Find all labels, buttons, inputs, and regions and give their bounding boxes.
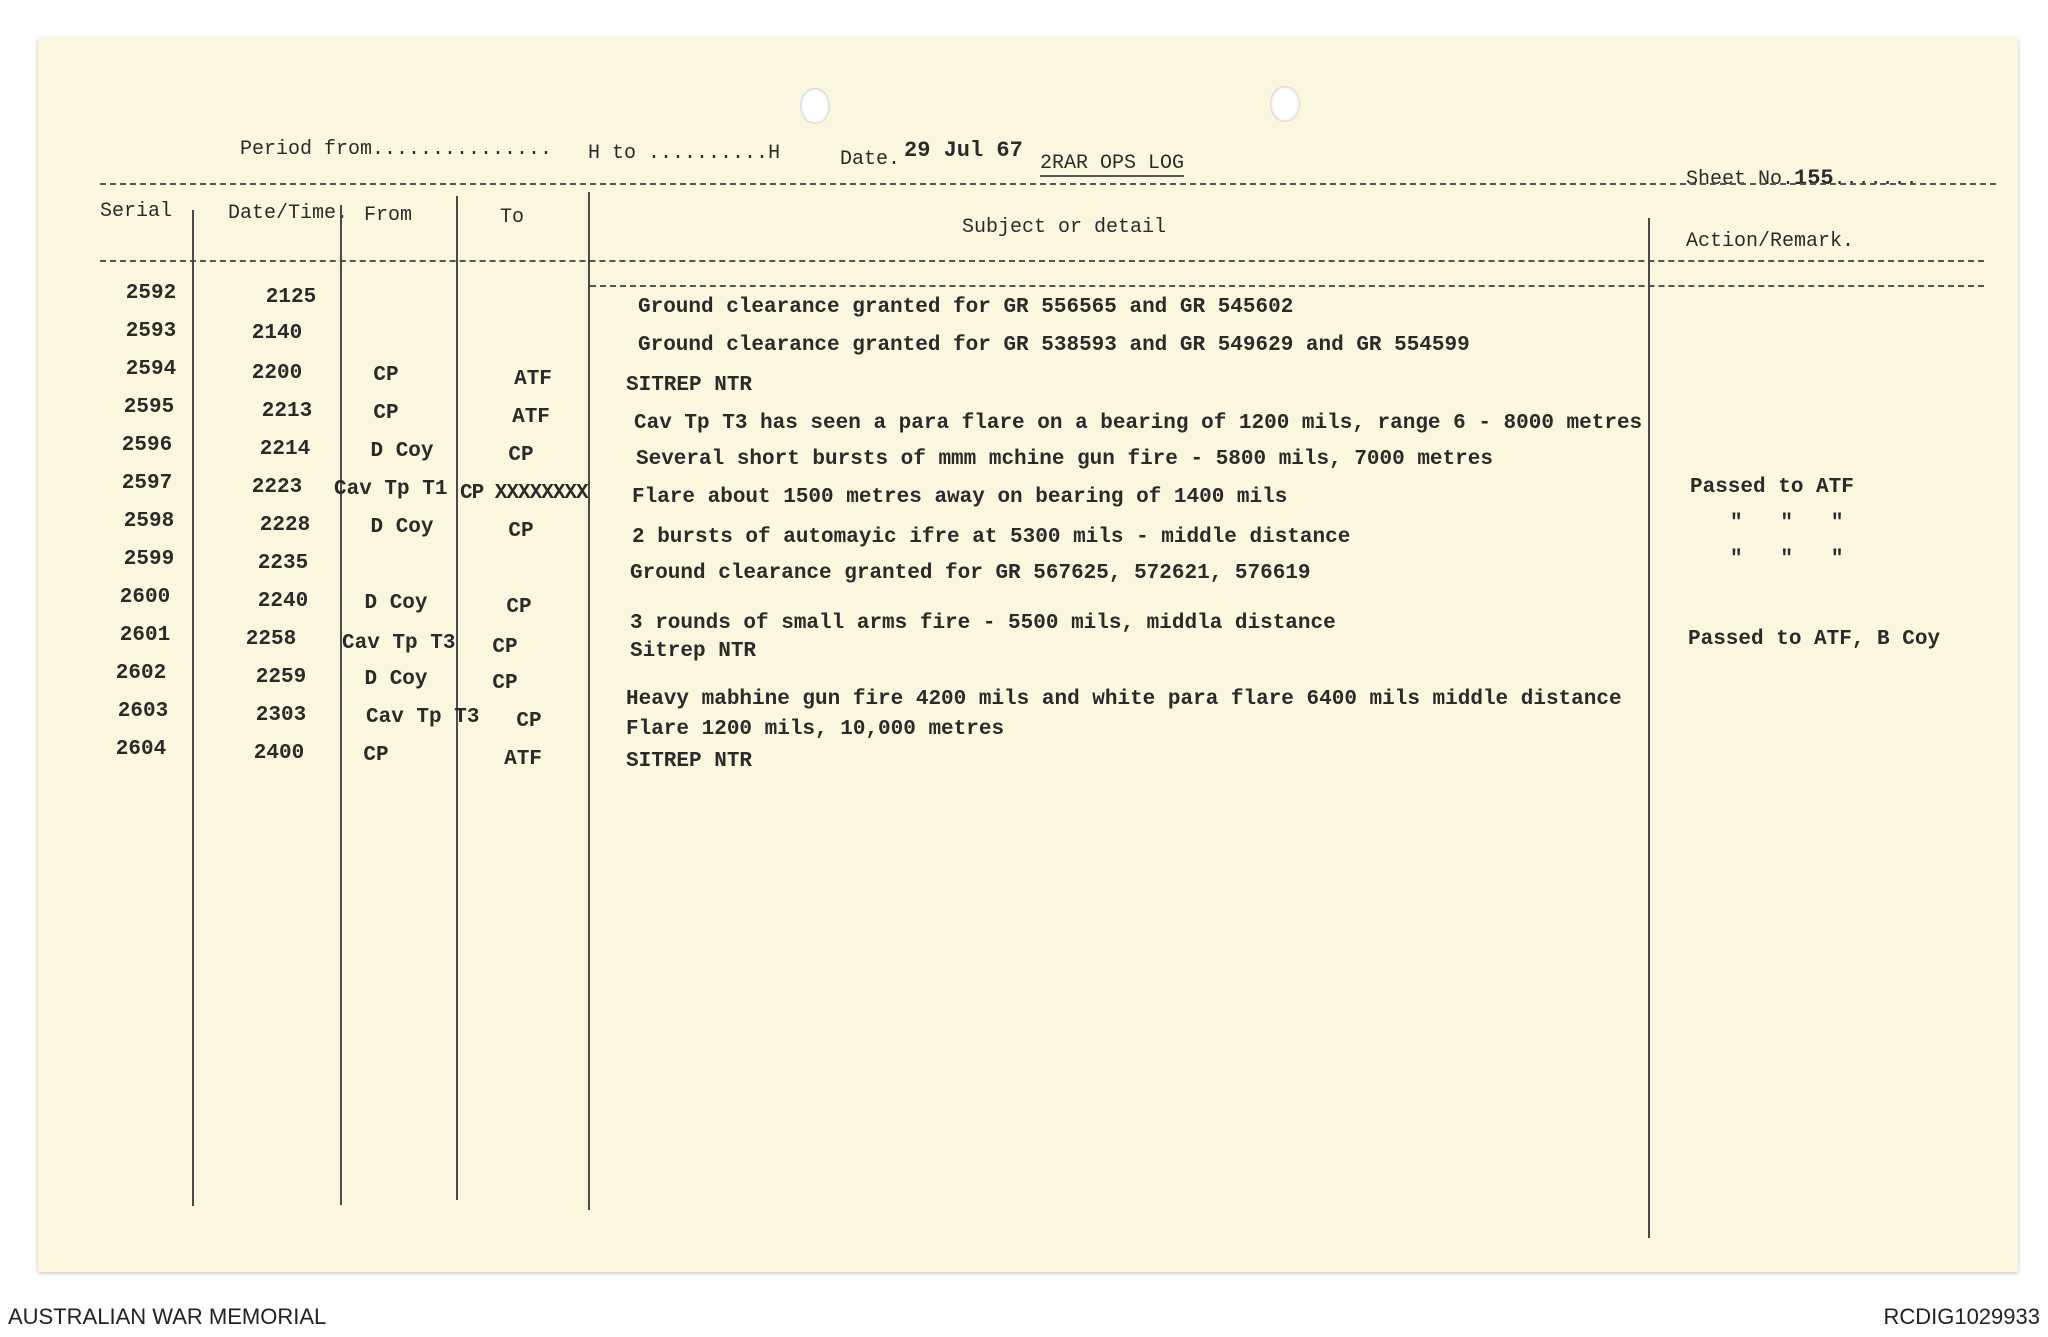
time-cell: 2223 (251, 476, 303, 499)
serial-cell: 2592 (125, 282, 177, 305)
col-serial: Serial (100, 200, 173, 223)
col-from: From (364, 204, 413, 227)
to-cell: CP XXXXXXXX (460, 482, 588, 505)
from-cell: D Coy (370, 440, 434, 463)
serial-cell: 2598 (123, 510, 175, 533)
footer-record-id: RCDIG1029933 (1883, 1304, 2040, 1329)
time-cell: 2303 (255, 704, 307, 727)
serial-cell: 2597 (121, 472, 173, 495)
serial-cell: 2599 (123, 548, 175, 571)
from-cell: CP (373, 402, 399, 425)
time-cell: 2214 (259, 438, 311, 461)
col-rule-3 (456, 196, 458, 1200)
detail-cell: 2 bursts of automayic ifre at 5300 mils - middle distance (632, 526, 1351, 549)
to-cell: CP (508, 520, 534, 543)
h-to-label: H to ..........H (588, 142, 781, 165)
time-cell: 2400 (253, 742, 305, 765)
serial-cell: 2600 (119, 586, 171, 609)
detail-cell: 3 rounds of small arms fire - 5500 mils, middla distance (630, 612, 1336, 635)
detail-cell: SITREP NTR (626, 374, 753, 397)
time-cell: 2213 (261, 400, 313, 423)
serial-cell: 2593 (125, 320, 177, 343)
punch-hole-right (1270, 86, 1300, 122)
time-cell: 2200 (251, 362, 303, 385)
to-cell: ATF (512, 406, 550, 429)
detail-cell: Flare about 1500 metres away on bearing of 1400 mils (632, 486, 1288, 509)
date-value: 29 Jul 67 (904, 138, 1023, 163)
col-to: To (500, 206, 525, 229)
time-cell: 2240 (257, 590, 309, 613)
remark-cell: Passed to ATF, B Coy (1688, 628, 1941, 651)
detail-cell: SITREP NTR (626, 750, 753, 773)
header-rule-top (100, 183, 1996, 185)
header-rule-bottom (100, 260, 1984, 262)
serial-cell: 2604 (115, 738, 167, 761)
time-cell: 2140 (251, 322, 303, 345)
detail-cell: Ground clearance granted for GR 538593 and GR 549629 and GR 554599 (638, 334, 1470, 357)
remark-cell: " " " (1730, 512, 1844, 535)
to-cell: CP (508, 444, 534, 467)
footer-institution: AUSTRALIAN WAR MEMORIAL (8, 1304, 327, 1329)
detail-cell: Ground clearance granted for GR 556565 and GR 545602 (638, 296, 1294, 319)
from-cell: D Coy (364, 668, 428, 691)
col-action: Action/Remark. (1686, 230, 1855, 253)
period-from-label: Period from............... (240, 138, 553, 161)
remark-cell: Passed to ATF (1690, 476, 1854, 499)
serial-cell: 2603 (117, 700, 169, 723)
header-rule-lower (590, 285, 1984, 287)
time-cell: 2235 (257, 552, 309, 575)
to-cell: CP (492, 672, 518, 695)
col-datetime: Date/Time. (228, 202, 349, 225)
detail-cell: Several short bursts of mmm mchine gun fire - 5800 mils, 7000 metres (636, 448, 1493, 471)
from-cell: D Coy (370, 516, 434, 539)
punch-hole-left (800, 88, 830, 124)
from-cell: Cav Tp T3 (342, 632, 456, 655)
time-cell: 2259 (255, 666, 307, 689)
col-rule-5 (1648, 218, 1650, 1238)
col-rule-4 (588, 192, 590, 1210)
time-cell: 2258 (245, 628, 297, 651)
remark-cell: " " " (1730, 548, 1844, 571)
detail-cell: Sitrep NTR (630, 640, 757, 663)
detail-cell: Cav Tp T3 has seen a para flare on a bearing of 1200 mils, range 6 - 8000 metres (634, 412, 1643, 435)
time-cell: 2125 (265, 286, 317, 309)
serial-cell: 2602 (115, 662, 167, 685)
from-cell: CP (363, 744, 389, 767)
to-cell: CP (506, 596, 532, 619)
detail-cell: Ground clearance granted for GR 567625, 572621, 576619 (630, 562, 1311, 585)
serial-cell: 2595 (123, 396, 175, 419)
to-cell: ATF (504, 748, 542, 771)
from-cell: D Coy (364, 592, 428, 615)
detail-cell: Heavy mabhine gun fire 4200 mils and white para flare 6400 mils middle distance (626, 688, 1622, 711)
serial-cell: 2596 (121, 434, 173, 457)
col-rule-2 (340, 205, 342, 1205)
to-cell: CP (516, 710, 542, 733)
from-cell: CP (373, 364, 399, 387)
col-subject: Subject or detail (962, 216, 1167, 239)
log-title: 2RAR OPS LOG (1040, 152, 1185, 175)
to-cell: ATF (514, 368, 552, 391)
serial-cell: 2601 (119, 624, 171, 647)
sheet-number-label: Sheet No.155....... (1686, 166, 1918, 191)
serial-cell: 2594 (125, 358, 177, 381)
from-cell: Cav Tp T3 (366, 706, 480, 729)
sheet-number: 155 (1794, 166, 1834, 191)
date-label: Date. (840, 148, 901, 171)
to-cell: CP (492, 636, 518, 659)
time-cell: 2228 (259, 514, 311, 537)
detail-cell: Flare 1200 mils, 10,000 metres (626, 718, 1005, 741)
from-cell: Cav Tp T1 (334, 478, 448, 501)
